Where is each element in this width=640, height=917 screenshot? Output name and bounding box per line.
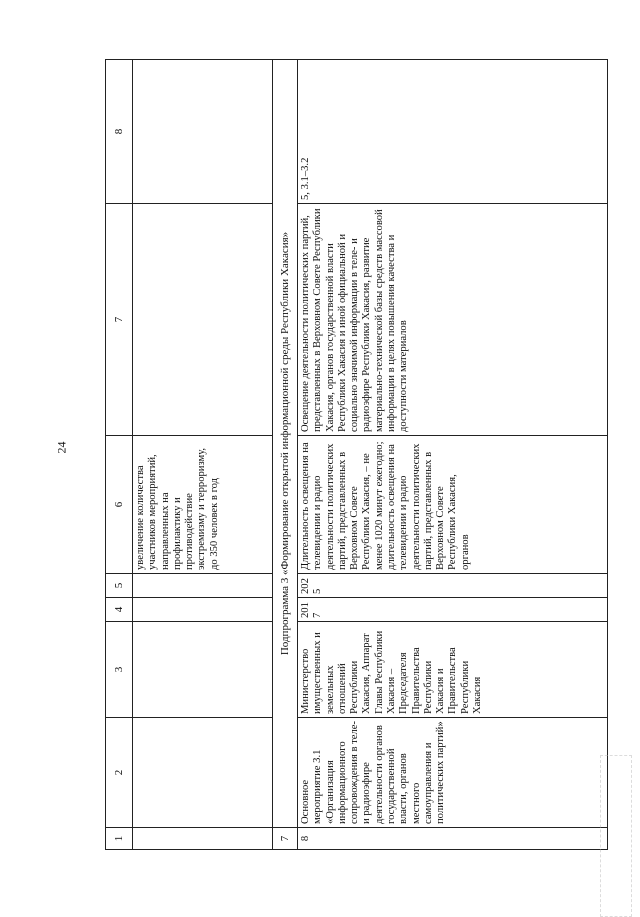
executor-cell: Министерство имущественных и земельных отношений Республики Хакасия, Аппарат Главы Республики Хакасия – Председателя Правительства Республики Хакасия и Правительства Республики Хакасия: [298, 622, 608, 718]
subprogram-number: 7: [273, 828, 298, 850]
table-cell: [133, 598, 273, 622]
table-cell: [133, 60, 273, 204]
row-number: 8: [298, 828, 608, 850]
table-cell: [133, 622, 273, 718]
table-cell: [133, 204, 273, 436]
program-table: [105, 59, 608, 850]
table-row: [298, 60, 608, 850]
rotated-table-container: [105, 60, 610, 850]
header-cell: 2: [106, 718, 133, 828]
table-header-row: [106, 60, 133, 850]
result-cell: Длительность освещения на телевидении и радио деятельности политических партий, представленных в Верховном Совете Республики Хакасия, – не менее 1020 минут ежегодно; длительность освещения на телевидении и радио деятельности политических партий, представленных в Верховном Совете Республики Хакасия, органов: [298, 436, 608, 574]
table-row: [133, 60, 273, 850]
activity-name-cell: Основное мероприятие 3.1 «Организация информационного сопровождения в теле- и радиоэфире деятельности органов государственной власти, органов местного самоуправления и политических партий»: [298, 718, 608, 828]
result-cell: увеличение количества участников мероприятий, направленных на профилактику и противодействие экстремизму и терроризму, до 350 человек в год: [133, 436, 273, 574]
table-cell: [133, 574, 273, 598]
header-cell: 5: [106, 574, 133, 598]
header-cell: 4: [106, 598, 133, 622]
table-cell: [133, 718, 273, 828]
description-cell: Освещение деятельности политических партий, представленных в Верховном Совете Республики Хакасия, органов государственной власти Республики Хакасия и иной официальной и социально значимой информации в теле- и радиоэфире Республики Хакасия, развитие материально-технической базы средств массовой информации в целях повышения качества и доступности материалов: [298, 204, 608, 436]
header-cell: 7: [106, 204, 133, 436]
subprogram-title: Подпрограмма 3 «Формирование открытой информационной среды Республики Хакасия»: [273, 60, 298, 828]
page-number: 24: [54, 441, 69, 454]
indicator-link-cell: 5, 3.1–3.2: [298, 60, 608, 204]
header-cell: 1: [106, 828, 133, 850]
header-cell: 3: [106, 622, 133, 718]
table-cell: [133, 828, 273, 850]
end-year-cell: 2025: [298, 574, 608, 598]
header-cell: 6: [106, 436, 133, 574]
subprogram-row: [273, 60, 298, 850]
faint-stamp-mark: [600, 755, 632, 917]
start-year-cell: 2017: [298, 598, 608, 622]
header-cell: 8: [106, 60, 133, 204]
